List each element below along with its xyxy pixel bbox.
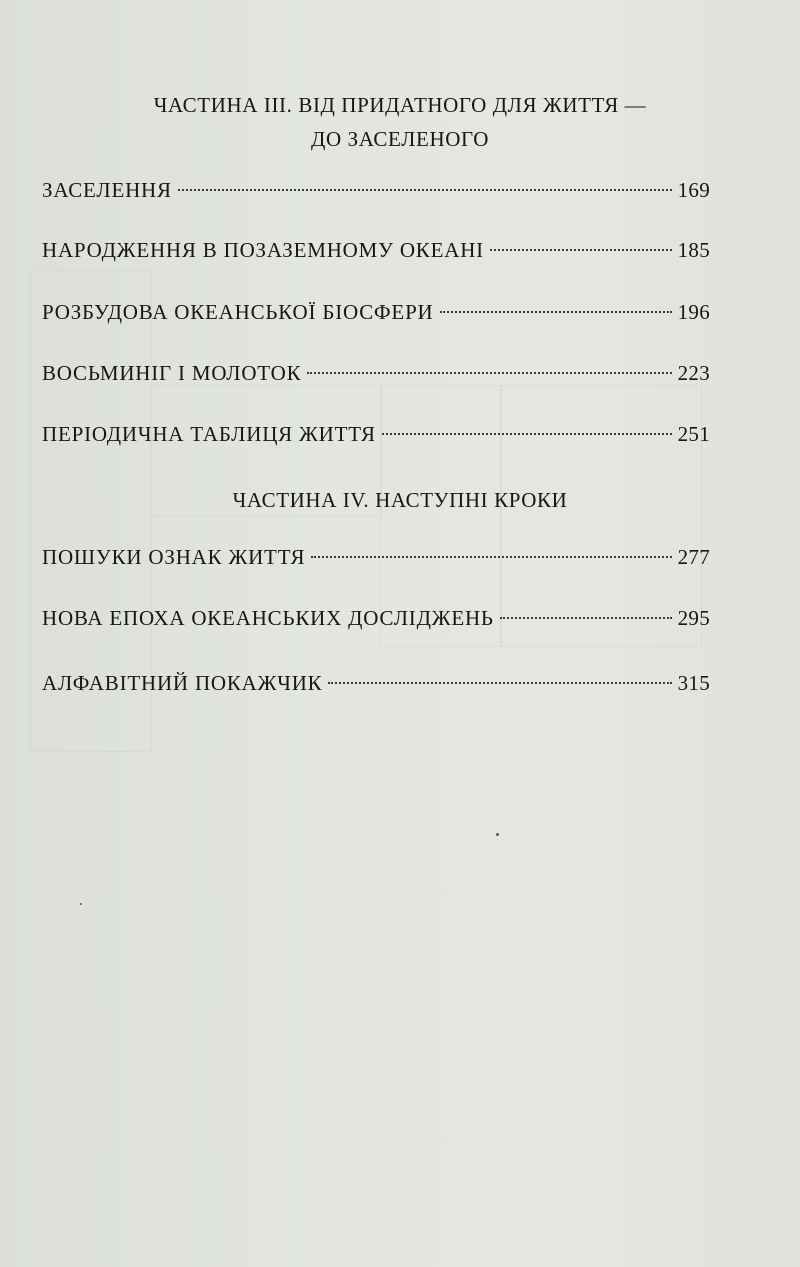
toc-entry[interactable] [42,300,710,334]
toc-entry-title: НОВА ЕПОХА ОКЕАНСЬКИХ ДОСЛІДЖЕНЬ [42,606,494,630]
part-4-heading-line-1: ЧАСТИНА IV. НАСТУПНІ КРОКИ [232,488,568,512]
dot-leader [500,617,672,619]
toc-entry-page: 277 [677,545,710,569]
part-3-heading-line-2: ДО ЗАСЕЛЕНОГО [311,127,489,151]
dot-leader [307,372,671,374]
toc-entry-title: ВОСЬМИНІГ І МОЛОТОК [42,361,302,385]
toc-entry-page: 295 [677,606,710,630]
toc-entry-title: ЗАСЕЛЕННЯ [42,178,172,202]
dot-leader [440,311,672,313]
toc-entry-title: НАРОДЖЕННЯ В ПОЗАЗЕМНОМУ ОКЕАНІ [42,238,484,262]
part-3-heading-line-1: ЧАСТИНА III. ВІД ПРИДАТНОГО ДЛЯ ЖИТТЯ — [153,93,647,117]
dot-leader [490,249,672,251]
toc-entry-title: ПЕРІОДИЧНА ТАБЛИЦЯ ЖИТТЯ [42,422,376,446]
toc-entry-page: 251 [677,422,710,446]
paper-speck [80,903,82,905]
toc-entry[interactable] [42,178,710,212]
dot-leader [311,556,671,558]
toc-entry-title: РОЗБУДОВА ОКЕАНСЬКОЇ БІОСФЕРИ [42,300,434,324]
part-4-heading [0,483,800,517]
paper-speck [496,833,499,836]
toc-entry[interactable] [42,671,710,705]
toc-entry[interactable] [42,238,710,272]
toc-entry[interactable] [42,545,710,579]
toc-entry-page: 315 [677,671,710,695]
toc-entry-title: АЛФАВІТНИЙ ПОКАЖЧИК [42,671,323,695]
dot-leader [178,189,672,191]
toc-entry-page: 185 [677,238,710,262]
dot-leader [382,433,672,435]
toc-entry-page: 169 [677,178,710,202]
toc-entry[interactable] [42,606,710,640]
toc-entry[interactable] [42,422,710,456]
toc-entry[interactable] [42,361,710,395]
toc-entry-page: 196 [677,300,710,324]
dot-leader [328,682,671,684]
toc-entry-title: ПОШУКИ ОЗНАК ЖИТТЯ [42,545,306,569]
toc-entry-page: 223 [677,361,710,385]
part-3-heading [0,88,800,156]
